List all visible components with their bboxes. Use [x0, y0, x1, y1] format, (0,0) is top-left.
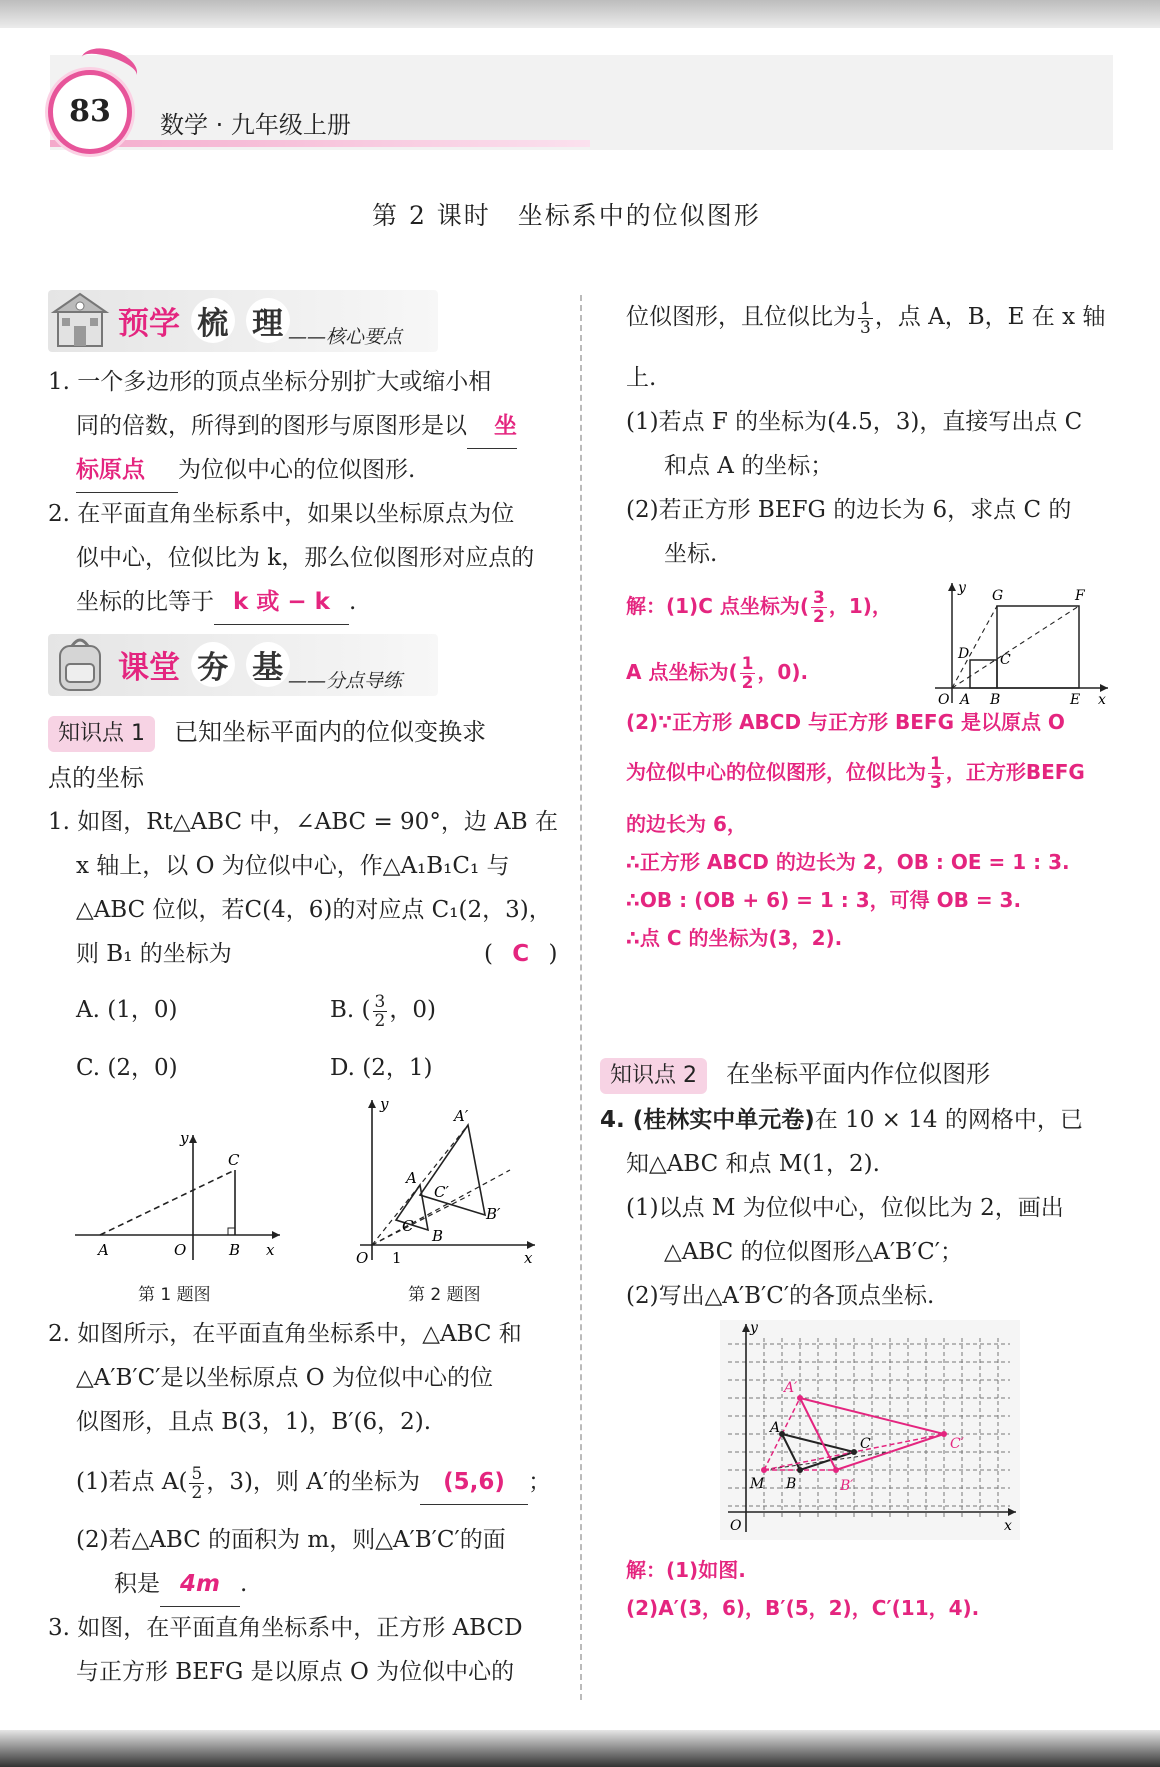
- fig3-label-f: F: [1075, 588, 1085, 604]
- fig3-label-a: A: [960, 692, 971, 708]
- fig4-label-b: B: [786, 1476, 797, 1492]
- column-divider: [580, 295, 582, 1700]
- fig2-label-a: A: [406, 1169, 417, 1187]
- pre-q1-line2: 同的倍数，所得到的图形与原图形是以 坐: [76, 404, 517, 449]
- fig4-label-m: M: [750, 1476, 765, 1492]
- q3-part2-line2: 坐标.: [664, 541, 718, 567]
- q1-line4: 则 B₁ 的坐标为: [76, 941, 232, 967]
- q2-line1: 2. 如图所示，在平面直角坐标系中，△ABC 和: [48, 1321, 522, 1347]
- section-title-practice: [118, 642, 290, 687]
- fig2-label-c2: C′: [434, 1183, 449, 1201]
- pre-q2-line2: 似中心，位似比为 k，那么位似图形对应点的: [76, 545, 535, 571]
- kp1-heading: [48, 712, 486, 752]
- fig4-label-c2: C′: [950, 1436, 964, 1452]
- fig1-label-c: C: [228, 1151, 240, 1169]
- q3-part1-line2: 和点 A 的坐标；: [664, 453, 834, 479]
- fig2-label-b2: B′: [486, 1205, 501, 1223]
- fig3-label-x: x: [1098, 692, 1106, 708]
- q3-solution-line3: (2)∵正方形 ABCD 与正方形 BEFG 是以原点 O: [626, 710, 1065, 734]
- section2-title-a: 课堂: [118, 650, 180, 686]
- q1-option-c: C. (2，0): [76, 1055, 178, 1081]
- fig2-label-one: 1: [392, 1249, 402, 1265]
- q4-line2: 知△ABC 和点 M(1，2).: [626, 1151, 880, 1177]
- figure-4: [720, 1320, 1020, 1540]
- fig2-label-b: B: [432, 1227, 444, 1245]
- fig3-label-o: O: [938, 692, 950, 708]
- fig1-label-a: A: [98, 1241, 109, 1259]
- pre-q1-answer-a: 坐: [467, 404, 517, 449]
- q4-part2: (2)写出△A′B′C′的各顶点坐标.: [626, 1283, 935, 1309]
- figure-1: [70, 1125, 290, 1265]
- q1-line3: △ABC 位似，若C(4，6)的对应点 C₁(2，3)，: [76, 897, 552, 923]
- section-subtitle-preview: ——核心要点: [288, 326, 403, 348]
- bottom-border: [0, 1730, 1160, 1767]
- q2-part1: (1)若点 A( $\frac{5}{2}$ ，3)，则 A′的坐标为 (5,6) ；: [76, 1460, 551, 1505]
- backpack-icon: [50, 632, 110, 698]
- section-title-b: 梳: [191, 298, 235, 343]
- kp2-title: 在坐标平面内作位似图形: [726, 1060, 991, 1088]
- q4-part1-line2: △ABC 的位似图形△A′B′C′；: [664, 1239, 963, 1265]
- kp1-title-line1: 已知坐标平面内的位似变换求: [174, 718, 487, 746]
- section-title-a: 预学: [118, 306, 180, 342]
- fig2-caption: 第 2 题图: [408, 1285, 481, 1305]
- lesson-title: 第 2 课时 坐标系中的位似图形: [372, 201, 761, 230]
- q3-solution-line2: A 点坐标为( $\frac{1}{2}$ ，0).: [626, 654, 809, 693]
- pre-q2-answer: k 或 − k: [214, 580, 349, 625]
- fig4-label-c: C: [860, 1436, 871, 1452]
- q3-solution-line8: ∴点 C 的坐标为(3，2).: [626, 926, 843, 950]
- section-title-c: 理: [246, 298, 290, 343]
- q2-part2-answer: 4m: [160, 1562, 240, 1607]
- q1-option-d: D. (2，1): [330, 1055, 433, 1081]
- q4-source: 4. (桂林实中单元卷): [600, 1107, 815, 1133]
- section-title-preview: [118, 298, 290, 343]
- header-pink-line: [50, 140, 590, 147]
- q3-part2-line1: (2)若正方形 BEFG 的边长为 6，求点 C 的: [626, 497, 1072, 523]
- q1-answer: C: [512, 941, 530, 967]
- section2-title-b: 夯: [191, 642, 235, 687]
- q4-solution-line2: (2)A′(3，6)，B′(5，2)，C′(11，4).: [626, 1596, 980, 1620]
- fig3-label-b: B: [990, 692, 1001, 708]
- pre-q2-line3: 坐标的比等于 k 或 − k .: [76, 580, 356, 625]
- q3-right-line1: 位似图形，且位似比为 $\frac{1}{3}$ ，点 A，B，E 在 x 轴: [626, 298, 1106, 338]
- fig4-label-y: y: [750, 1320, 758, 1336]
- fig4-label-x: x: [1004, 1518, 1012, 1534]
- fig4-label-a: A: [770, 1420, 781, 1436]
- fig3-label-g: G: [992, 588, 1004, 604]
- q1-option-b: B. ( $\frac{3}{2}$ ，0): [330, 991, 436, 1031]
- fig4-label-b2: B′: [840, 1478, 854, 1494]
- kp2-heading: [600, 1054, 990, 1094]
- section2-title-c: 基: [246, 642, 290, 687]
- fig1-label-y: y: [180, 1129, 189, 1147]
- fig3-label-d: D: [958, 646, 970, 662]
- kp1-badge: 知识点 1: [48, 716, 155, 752]
- figure-2: [350, 1095, 540, 1265]
- section-subtitle-practice: ——分点导练: [288, 670, 403, 692]
- fig1-label-x: x: [266, 1241, 275, 1259]
- q3-part1-line1: (1)若点 F 的坐标为(4.5，3)，直接写出点 C: [626, 409, 1083, 435]
- q2-part1-answer: (5,6): [420, 1460, 528, 1505]
- fig3-label-e: E: [1070, 692, 1081, 708]
- fig2-label-a2: A′: [454, 1107, 469, 1125]
- fig2-label-x: x: [524, 1249, 533, 1265]
- page-number: 83: [69, 94, 111, 129]
- q3-solution-line4: 为位似中心的位似图形，位似比为 $\frac{1}{3}$ ，正方形BEFG: [626, 754, 1085, 793]
- q4-solution-line1: 解：(1)如图.: [626, 1558, 746, 1582]
- fig4-label-a2: A′: [784, 1380, 798, 1396]
- top-border: [0, 0, 1160, 28]
- q2-part2-line1: (2)若△ABC 的面积为 m，则△A′B′C′的面: [76, 1527, 506, 1553]
- fig2-label-o: O: [356, 1249, 369, 1265]
- pre-q2-line1: 2. 在平面直角坐标系中，如果以坐标原点为位: [48, 501, 515, 527]
- q1-line2: x 轴上，以 O 为位似中心，作△A₁B₁C₁ 与: [76, 853, 510, 879]
- q3-right-line2: 上.: [626, 365, 657, 391]
- pre-q1-line3: 标原点 为位似中心的位似图形.: [76, 448, 415, 493]
- q3-solution-line6: ∴正方形 ABCD 的边长为 2，OB : OE = 1 : 3.: [626, 850, 1070, 874]
- fig4-label-o: O: [730, 1518, 742, 1534]
- q1-answer-paren: ( C ): [484, 941, 558, 967]
- figure-3: [930, 578, 1110, 708]
- school-icon: [50, 288, 110, 354]
- fig3-label-y: y: [958, 580, 966, 596]
- kp2-badge: 知识点 2: [600, 1058, 707, 1094]
- q1-line1: 1. 如图，Rt△ABC 中，∠ABC = 90°，边 AB 在: [48, 809, 558, 835]
- header-subject: 数学 · 九年级上册: [160, 111, 351, 139]
- q4-part1-line1: (1)以点 M 为位似中心，位似比为 2，画出: [626, 1195, 1064, 1221]
- fig1-caption: 第 1 题图: [138, 1285, 211, 1305]
- q1-option-a: A. (1，0): [76, 997, 178, 1023]
- q3-solution-line7: ∴OB : (OB + 6) = 1 : 3，可得 OB = 3.: [626, 888, 1022, 912]
- q3-line2: 与正方形 BEFG 是以原点 O 为位似中心的: [76, 1659, 515, 1685]
- kp1-title-line2: 点的坐标: [48, 764, 144, 792]
- fig3-label-c: C: [1000, 652, 1011, 668]
- pre-q1-line1: 1. 一个多边形的顶点坐标分别扩大或缩小相: [48, 369, 492, 395]
- q3-solution-line1: 解：(1)C 点坐标为( $\frac{3}{2}$ ，1)，: [626, 588, 892, 627]
- q3-solution-line5: 的边长为 6，: [626, 812, 747, 836]
- q4-line1: 4. (桂林实中单元卷)在 10 × 14 的网格中，已: [600, 1107, 1083, 1133]
- fig1-label-b: B: [229, 1241, 241, 1259]
- q2-part2-line2: 积是 4m .: [114, 1562, 247, 1607]
- pre-q1-answer-b: 标原点: [76, 448, 178, 493]
- q2-line2: △A′B′C′是以坐标原点 O 为位似中心的位: [76, 1365, 493, 1391]
- q2-line3: 似图形，且点 B(3，1)，B′(6，2).: [76, 1409, 432, 1435]
- fig1-label-o: O: [174, 1241, 187, 1259]
- q3-line1: 3. 如图，在平面直角坐标系中，正方形 ABCD: [48, 1615, 523, 1641]
- fig2-label-y: y: [380, 1095, 389, 1113]
- fig2-label-c: C: [402, 1217, 414, 1235]
